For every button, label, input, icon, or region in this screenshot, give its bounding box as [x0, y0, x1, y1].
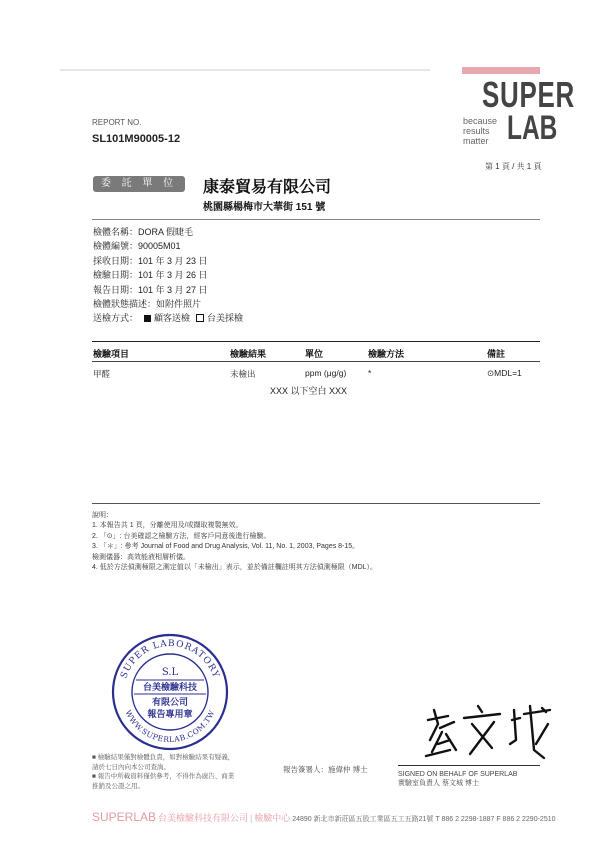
cell-item: 甲醛 [93, 369, 111, 379]
footer-center: 檢驗中心 [254, 813, 291, 823]
cell-unit: ppm (μg/g) [305, 368, 347, 378]
table-top-rule [92, 341, 540, 342]
sample-info [93, 225, 243, 326]
report-date: 報告日期：101 年 3 月 27 日 [93, 284, 208, 295]
signature-line [398, 765, 540, 766]
report-no-label: REPORT NO. [92, 118, 142, 127]
table-end-marker: XXX 以下空白 XXX [270, 386, 348, 396]
note-item: 2. 「⊙」: 台美確認之檢驗方法，經客戶同意後進行檢驗。 [92, 532, 271, 540]
delivery-method: 送檢方式： 顧客送檢 台美採檢 [93, 313, 244, 324]
logo-accent-bar [462, 67, 540, 74]
laboratory-seal-stamp [110, 632, 230, 752]
header-rule [60, 69, 430, 71]
logo-lab: LAB [507, 109, 558, 147]
client-address: 桃園縣楊梅市大華街 151 號 [203, 202, 326, 213]
col-header-unit: 單位 [305, 349, 324, 359]
legal-notice: ■ 檢驗結果僅對檢體負責，如對檢驗結果有疑義， 請於七日內向本公司查詢。 ■ 報告中所載資料僅供參考，不得作為廣告、商業 推銷及公證之用。 [92, 754, 235, 790]
test-date: 檢驗日期：101 年 3 月 26 日 [93, 270, 208, 281]
note-item: 3. 「＊」: 參考 Journal of Food and Drug Analysis, Vol. 11, No. 1, 2003, Pages 8-15。 [92, 543, 360, 551]
logo-tagline: because results matter [463, 116, 498, 146]
checkbox-empty-icon [196, 314, 204, 322]
notes-rule [92, 503, 540, 504]
sample-id: 檢體編號：90005M01 [93, 241, 181, 252]
cell-method: * [368, 368, 372, 378]
checkbox-checked-icon [144, 315, 151, 322]
client-badge: 委 託 單 位 [93, 176, 185, 192]
footer-address: 24890 新北市新莊區五股工業區五工五路21號 T 886 2 2298-1887 F 886 2 2290-2510 [292, 816, 556, 823]
notes-title: 說明： [92, 512, 113, 519]
sample-name: 檢體名稱：DORA 假睫毛 [93, 227, 194, 237]
svg-text:WWW.SUPERLAB.COM.TW: WWW.SUPERLAB.COM.TW [123, 708, 217, 745]
svg-text:有限公司: 有限公司 [151, 698, 189, 708]
client-company: 康泰貿易有限公司 [203, 179, 332, 196]
footer: SUPERLAB 台美檢驗科技有限公司 | 檢驗中心 24890 新北市新莊區五股工業區五工五路21號 T 886 2 2298-1887 F 886 2 2290-2510 [92, 810, 556, 824]
svg-text:台美檢驗科技: 台美檢驗科技 [142, 683, 198, 693]
svg-text:報告專用章: 報告專用章 [147, 710, 193, 720]
col-header-remark: 備註 [487, 349, 506, 359]
note-item: 4. 低於方法偵測極限之測定值以「未檢出」表示，並於備註欄註明其方法偵測極限（MDL）。 [92, 564, 378, 572]
note-item: 1. 本報告共 1 頁，分離使用及/或擷取複製無效。 [92, 522, 243, 530]
notes [92, 511, 377, 573]
sample-condition: 檢體狀態描述：如附件照片 [93, 299, 202, 310]
cell-result: 未檢出 [230, 369, 256, 379]
logo-super: SUPER [482, 74, 575, 115]
report-signer: 報告簽署人：施偉仲 博士 [283, 765, 368, 774]
col-header-result: 檢驗結果 [230, 349, 267, 359]
footer-company: 台美檢驗科技有限公司 [157, 813, 248, 823]
lab-director: SIGNED ON BEHALF OF SUPERLAB 實驗室負責人 蔡文城 博士 [398, 771, 518, 787]
divider [92, 219, 540, 220]
handwritten-signature [420, 700, 555, 770]
report-number: SL101M90005-12 [92, 133, 181, 145]
svg-text:SUPER LABORATORY: SUPER LABORATORY [119, 638, 221, 680]
note-item: 檢測儀器：高效能液相層析儀。 [92, 553, 190, 561]
footer-brand: SUPERLAB [92, 810, 157, 824]
cell-remark: ⊙MDL=1 [487, 368, 522, 378]
table-header-rule [92, 361, 540, 362]
collection-date: 採收日期：101 年 3 月 23 日 [93, 255, 208, 266]
svg-text:S.L: S.L [161, 667, 179, 678]
page-info: 第 1 頁 / 共 1 頁 [485, 162, 542, 171]
col-header-method: 檢驗方法 [368, 349, 405, 359]
col-header-item: 檢驗項目 [93, 349, 130, 359]
